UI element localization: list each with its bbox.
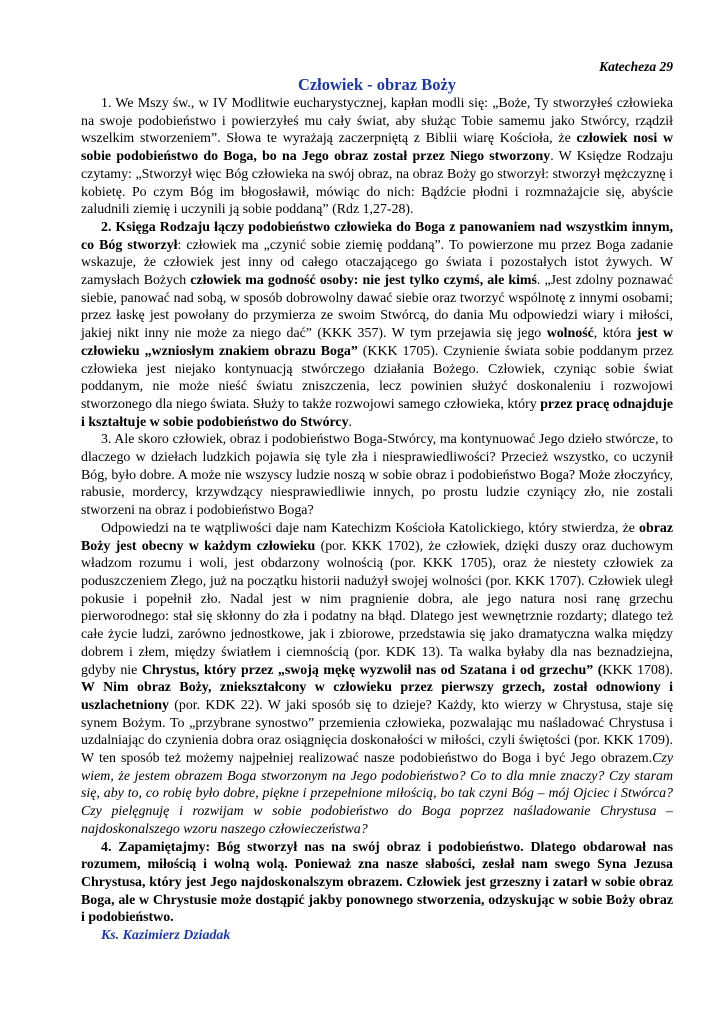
paragraph-4 xyxy=(81,520,673,839)
catechesis-number: Katecheza 29 xyxy=(599,59,673,74)
paragraph-5-summary xyxy=(81,839,673,928)
bold-run: człowiek ma godność osoby: nie jest tylko czymś, ale kimś xyxy=(190,273,537,289)
italic-questions: Czy wiem, że jestem obrazem Boga stworzonym na Jego podobieństwo? Co to dla mnie znaczy? Czy staram się, aby to, co robię było dobre, piękne i przepełnione miłością, bo tak czyni Bóg – mój Ojciec i Stwórca? Czy pielęgnuję i rozwijam w sobie podobieństwo do Boga poprzez naśladowanie Chrystusa – najdoskonalszego wzoru naszego człowieczeństwa? xyxy=(81,751,673,837)
text-run: 1. We Mszy św., w IV Modlitwie eucharystycznej, kapłan modli się: „Boże, Ty stworzyłeś człowieka na swoje podobieństwo i powierzyłeś mu cały świat, aby służąc Tobie samemu jako Stwórcy, rządził wszelkim stworzeniem”. Słowa te wyrażają zaczerpniętą z Biblii wiarę Kościoła, że xyxy=(81,96,673,147)
document-page xyxy=(81,58,673,945)
bold-run: obraz Boży jest obecny w każdym człowieku xyxy=(81,520,673,554)
text-run: . xyxy=(348,414,353,430)
text-run: . W Księdze Rodzaju czytamy: „Stworzył więc Bóg człowieka na swój obraz, na obraz Boży go stworzył: stworzył mężczyznę i kobietę. Po czym Bóg im błogosławił, mówiąc do nich: Bądźcie płodni i rozmnażajcie się, abyście zaludnili ziemię i uczynili ją sobie poddaną” (Rdz 1,27-28). xyxy=(81,149,673,218)
text-run: (por. KKK 1702), że człowiek, dzięki duszy oraz duchowym władzom rozumu i woli, jest obdarzony wolnością (por. KKK 1705), oraz że niestety człowiek za poduszczeniem Złego, już na początku historii nadużył swojej wolności (por. KKK 1707). Człowiek uległ pokusie i popełnił zło. Nadal jest w nim pragnienie dobra, ale jego natura nosi ranę grzechu pierworodnego: stał się skłonny do zła i podatny na błąd. Dlatego jest wewnętrznie rozdarty; dlatego też całe życie ludzi, zarówno jednostkowe, jak i zbiorowe, przedstawia się jako dramatyczna walka między dobrem i złem, między światłem i ciemnością (por. KDK 13). Ta walka byłaby dla nas beznadziejna, gdyby nie xyxy=(81,538,673,678)
text-run: Odpowiedzi na te wątpliwości daje nam Katechizm Kościoła Katolickiego, który stwierdza, że xyxy=(101,520,640,536)
paragraph-2 xyxy=(81,219,673,431)
bold-run: Chrystus, który przez „swoją mękę wyzwolił nas od Szatana i od grzechu” ( xyxy=(141,662,603,678)
text-run: (por. KDK 22). W jaki sposób się to dzieje? Każdy, kto wierzy w Chrystusa, staje się synem Bożym. To „przybrane synostwo” przemienia człowieka, pozwalając mu naśladować Chrystusa i uzdalniając do czynienia dobra oraz osiągnięcia doskonałości w miłości, czyli świętości (por. KKK 1709). W ten sposób też możemy najpełniej realizować nasze podobieństwo do Boga i być Jego obrazem. xyxy=(81,697,673,767)
bold-run: jest w człowieku „wzniosłym znakiem obrazu Boga” xyxy=(81,326,673,359)
text-run: . „Jest zdolny poznawać siebie, panować nad sobą, w sposób dobrowolny dawać siebie oraz tworzyć wspólnotę z innymi osobami; przez łaskę jest powołany do przymierza ze swoim Stwórcą, do dania Mu odpowiedzi wiary i miłości, jakiej nikt inny nie może za niego dać” (KKK 357). W tym przejawia się jego xyxy=(81,273,673,342)
text-run: : człowiek ma „czynić sobie ziemię poddaną”. To powierzone mu przez Boga zadanie wskazuje, że człowiek jest inny od całego otaczającego go świata i pozostałych istot żywych. W zamysłach Bożych xyxy=(81,237,673,289)
bold-run: 4. Zapamiętajmy: Bóg stworzył nas na swój obraz i podobieństwo. Dlatego obdarował nas rozumem, miłością i wolną wolą. Ponieważ zna nasze słabości, zesłał nam swego Syna Jezusa Chrystusa, który jest Jego najdoskonalszym obrazem. Człowiek jest grzeszny i zatarł w sobie obraz Boga, ale w Chrystusie może dostąpić jakby ponownego stworzenia, odzyskując w sobie Boży obraz i podobieństwo. xyxy=(81,839,673,926)
paragraph-1 xyxy=(81,95,673,219)
bold-run: przez pracę odnajduje i kształtuje w sobie podobieństwo do Stwórcy xyxy=(81,396,673,430)
text-run: KKK 1708). xyxy=(602,662,673,678)
paragraph-3 xyxy=(81,431,673,520)
text-run: 3. Ale skoro człowiek, obraz i podobieństwo Boga-Stwórcy, ma kontynuować Jego dzieło stwórcze, to dlaczego w dziełach ludzkich pojawia się tyle zła i niesprawiedliwości? Przecież wszystko, co uczynił Bóg, było dobre. A może nie wszyscy ludzie noszą w sobie obraz i podobieństwo Boga? Może złoczyńcy, rabusie, mordercy, krzywdzący niesprawiedliwie innych, po prostu ludzie czyniący zło, nie zostali stworzeni na obraz i podobieństwo Boga? xyxy=(81,432,673,519)
text-run: , która xyxy=(593,326,637,342)
page-title: Człowiek - obraz Boży xyxy=(297,75,457,94)
bold-run: 2. Księga Rodzaju łączy podobieństwo człowieka do Boga z panowaniem nad wszystkim innym, co Bóg stworzył xyxy=(81,219,673,253)
bold-run: wolność xyxy=(546,326,594,342)
bold-run: W Nim obraz Boży, zniekształcony w człowieku przez pierwszy grzech, został odnowiony i uszlachetniony xyxy=(81,680,673,713)
text-run: (KKK 1705). Czynienie świata sobie poddanym przez człowieka jest niejako kontynuacją stwórczego działania Bożego. Człowiek, czyniąc sobie świat poddanym, nie może nieść światu zniszczenia, lecz powinien służyć doskonaleniu i rozwojowi stworzonego dla niego świata. Służy to także rozwojowi samego człowieka, który xyxy=(81,343,673,412)
author-signature: Ks. Kazimierz Dziadak xyxy=(101,928,231,944)
bold-run: człowiek nosi w sobie podobieństwo do Boga, bo na Jego obraz został przez Niego stworzony xyxy=(81,131,673,165)
